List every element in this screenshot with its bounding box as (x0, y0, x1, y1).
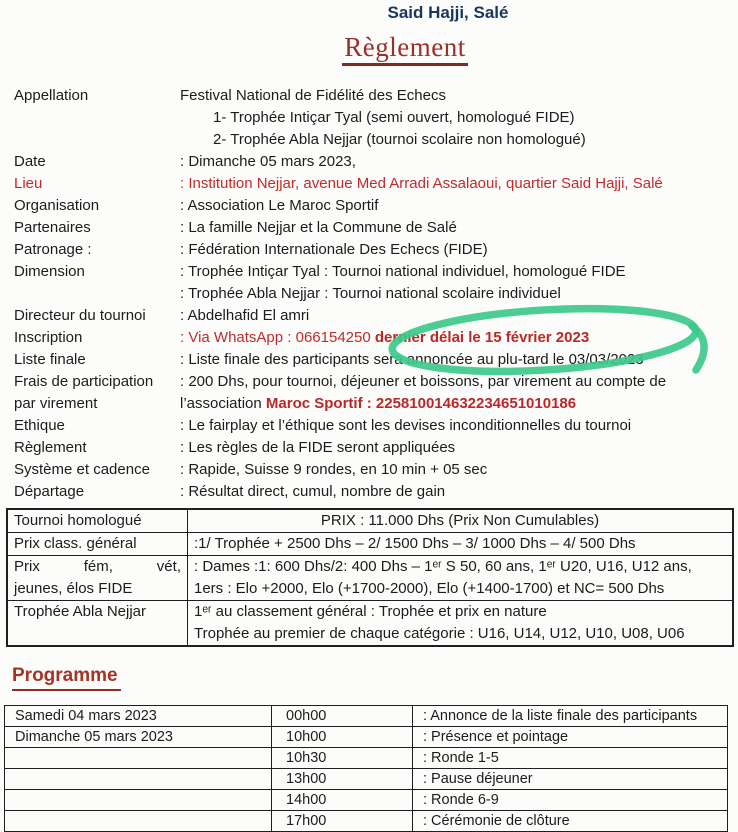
schedule-date (5, 748, 272, 769)
schedule-event: : Ronde 6-9 (413, 790, 728, 811)
prize-row-general (7, 533, 733, 556)
info-value: : Les règles de la FIDE seront appliquées (180, 439, 456, 456)
info-row-ethique (0, 415, 738, 437)
schedule-event: : Présence et pointage (413, 727, 728, 748)
prize-cell-label: Prix class. général (7, 533, 188, 556)
schedule-table (4, 705, 728, 832)
schedule-event: : Cérémonie de clôture (413, 811, 728, 832)
prize-row-homologue (7, 509, 733, 533)
info-label: Patronage : (14, 241, 92, 258)
info-value: : La famille Nejjar et la Commune de Salé (180, 219, 457, 236)
info-row-date (0, 151, 738, 173)
schedule-time: 10h30 (272, 748, 413, 769)
bank-account-number: Maroc Sportif : 225810014632234651010186 (265, 395, 577, 412)
prize-cell-category-values (188, 556, 734, 601)
prize-value-line2: 1ers : Elo +2000, Elo (+1700-2000), Elo (+1400-1700) et NC= 500 Dhs (194, 580, 665, 597)
schedule-time: 17h00 (272, 811, 413, 832)
info-value: 1- Trophée Intiçar Tyal (semi ouvert, homologué FIDE) (213, 109, 575, 126)
info-label: par virement (14, 395, 98, 412)
info-row-lieu (0, 173, 738, 195)
prize-table (6, 508, 734, 647)
info-label: Directeur du tournoi (14, 307, 146, 324)
info-value: : Résultat direct, cumul, nombre de gain (180, 483, 446, 500)
schedule-row (5, 706, 728, 727)
info-label: Règlement (14, 439, 87, 456)
info-row-directeur (0, 305, 738, 327)
programme-heading-container (12, 664, 738, 696)
info-label: Dimension (14, 263, 85, 280)
info-value: : Rapide, Suisse 9 rondes, en 10 min + 05 sec (180, 461, 488, 478)
schedule-row (5, 748, 728, 769)
prize-row-categories (7, 556, 733, 601)
prize-label-line1: Prix fém, vét, (14, 558, 181, 575)
info-row-liste-finale (0, 349, 738, 371)
prize-cell-label: Trophée Abla Nejjar (7, 601, 188, 647)
document-page (0, 2, 738, 829)
info-row-systeme (0, 459, 738, 481)
schedule-event: : Annonce de la liste finale des participants (413, 706, 728, 727)
schedule-time: 14h00 (272, 790, 413, 811)
info-label: Appellation (14, 87, 89, 104)
schedule-date: Samedi 04 mars 2023 (5, 706, 272, 727)
schedule-row (5, 769, 728, 790)
prize-row-abla-nejjar (7, 601, 733, 647)
info-value: : Trophée Intiçar Tyal : Tournoi national individuel, homologué FIDE (180, 263, 626, 280)
info-label (14, 129, 180, 151)
info-row-partenaires (0, 217, 738, 239)
info-label: Inscription (14, 329, 83, 346)
info-value: : Fédération Internationale Des Echecs (FIDE) (180, 241, 488, 258)
info-row-dimension-2 (0, 283, 738, 305)
prize-cell-label (7, 556, 188, 601)
info-value: : Dimanche 05 mars 2023, (180, 153, 356, 170)
info-label: Partenaires (14, 219, 91, 236)
info-row-trophy-1 (0, 107, 738, 129)
schedule-time: 13h00 (272, 769, 413, 790)
info-value-account (180, 393, 738, 415)
schedule-row (5, 727, 728, 748)
prize-cell-label: Tournoi homologué (7, 509, 188, 533)
regulation-info-list (0, 85, 738, 503)
prize-label-line2: jeunes, élos FIDE (14, 580, 133, 597)
prize-cell-total: PRIX : 11.000 Dhs (Prix Non Cumulables) (188, 509, 734, 533)
info-row-patronage (0, 239, 738, 261)
schedule-row (5, 811, 728, 832)
page-title: Règlement (342, 32, 467, 66)
info-value: 2- Trophée Abla Nejjar (tournoi scolaire non homologué) (213, 131, 586, 148)
info-row-organisation (0, 195, 738, 217)
info-label (14, 283, 180, 305)
inscription-deadline: dernier délai le 15 février 2023 (370, 329, 590, 346)
schedule-date (5, 811, 272, 832)
info-row-trophy-2 (0, 129, 738, 151)
info-row-virement (0, 393, 738, 415)
info-row-departage (0, 481, 738, 503)
info-label: Organisation (14, 197, 100, 214)
info-value: : Liste finale des participants sera annoncée au plu-tard le 03/03/2023 (180, 351, 644, 368)
info-label: Liste finale (14, 351, 86, 368)
info-row-dimension-1 (0, 261, 738, 283)
inscription-phone: : Via WhatsApp : 066154250 (180, 329, 371, 346)
info-label: Système et cadence (14, 461, 150, 478)
prize-value-line1: 1ᵉʳ au classement général : Trophée et prix en nature (194, 603, 547, 620)
info-value: : Abdelhafid El amri (180, 307, 310, 324)
prize-value-line2: Trophée au premier de chaque catégorie : U16, U14, U12, U10, U08, U06 (194, 625, 685, 642)
info-label: Lieu (14, 175, 43, 192)
info-value: : 200 Dhs, pour tournoi, déjeuner et boissons, par virement au compte de (180, 373, 667, 390)
info-value: : Le fairplay et l’éthique sont les devises inconditionnelles du tournoi (180, 417, 632, 434)
info-label (14, 107, 180, 129)
info-label: Ethique (14, 417, 65, 434)
prize-cell-abla-values (188, 601, 734, 647)
title-container (36, 32, 738, 72)
schedule-row (5, 790, 728, 811)
schedule-time: 00h00 (272, 706, 413, 727)
info-row-appellation (0, 85, 738, 107)
info-value: : Trophée Abla Nejjar : Tournoi national scolaire individuel (180, 285, 561, 302)
info-label: Frais de participation (14, 373, 154, 390)
info-value: Festival National de Fidélité des Echecs (180, 87, 446, 104)
programme-heading: Programme (12, 664, 121, 691)
schedule-event: : Ronde 1-5 (413, 748, 728, 769)
schedule-event: : Pause déjeuner (413, 769, 728, 790)
info-label: Date (14, 153, 46, 170)
info-value-whatsapp (180, 327, 738, 349)
info-row-reglement (0, 437, 738, 459)
info-label: Départage (14, 483, 85, 500)
document-location-header: Said Hajji, Salé (387, 3, 509, 22)
prize-cell-general-values: :1/ Trophée + 2500 Dhs – 2/ 1500 Dhs – 3/ 1000 Dhs – 4/ 500 Dhs (188, 533, 734, 556)
schedule-date: Dimanche 05 mars 2023 (5, 727, 272, 748)
info-value: : Association Le Maroc Sportif (180, 197, 379, 214)
schedule-date (5, 790, 272, 811)
info-row-inscription (0, 327, 738, 349)
info-row-frais (0, 371, 738, 393)
info-value: : Institution Nejjar, avenue Med Arradi Assalaoui, quartier Said Hajji, Salé (180, 175, 663, 192)
prize-value-line1: : Dames :1: 600 Dhs/2: 400 Dhs – 1ᵉʳ S 50, 60 ans, 1ᵉʳ U20, U16, U12 ans, (194, 558, 692, 575)
association-prefix: l’association (180, 395, 266, 412)
schedule-time: 10h00 (272, 727, 413, 748)
schedule-date (5, 769, 272, 790)
